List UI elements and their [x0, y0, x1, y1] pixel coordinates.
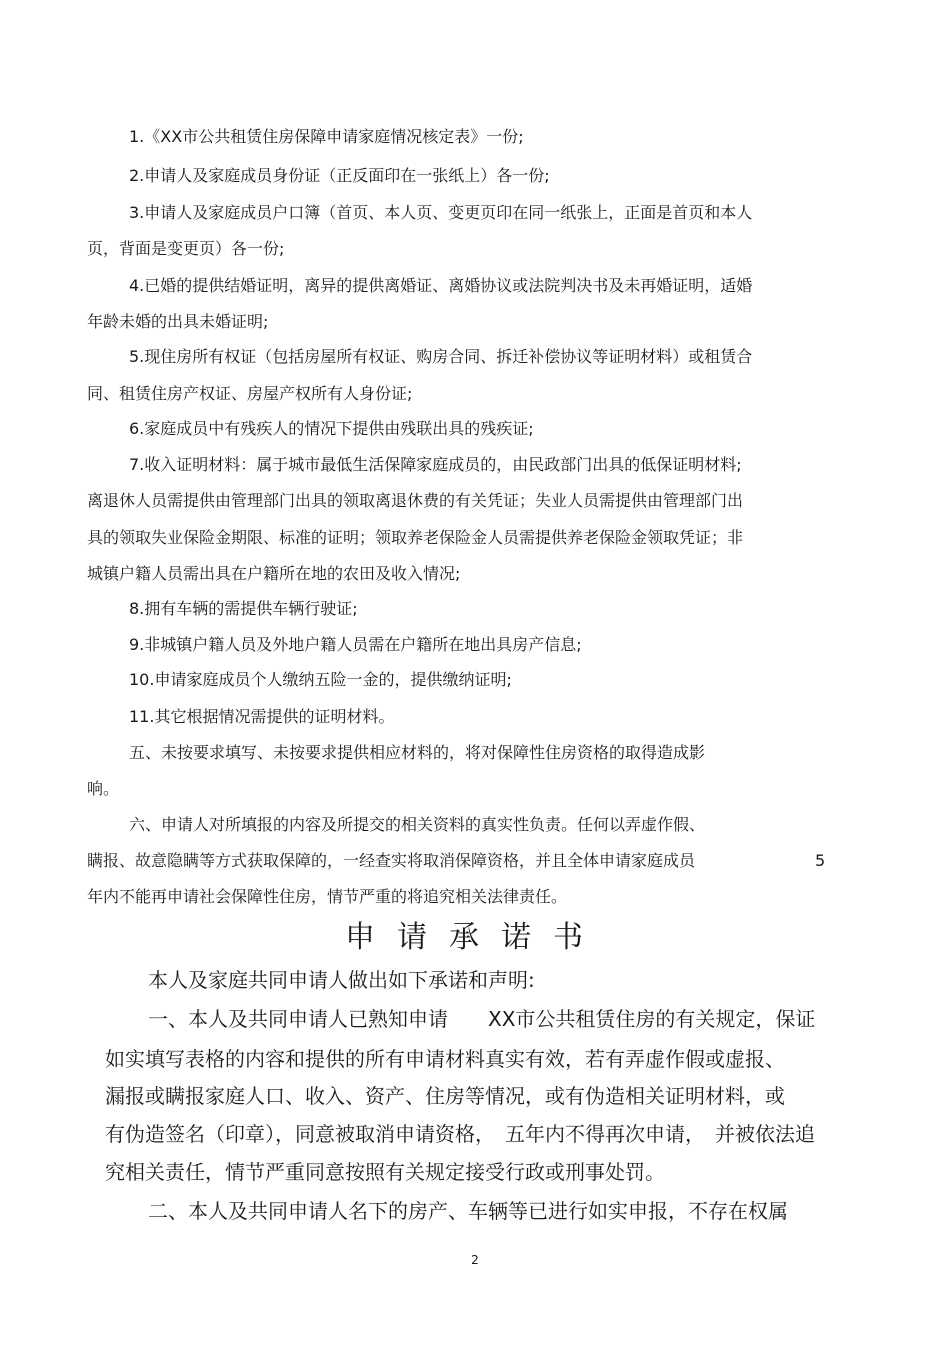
doc-line-10: 7.收入证明材料：属于城市最低生活保障家庭成员的，由民政部门出具的低保证明材料; [129, 455, 742, 474]
doc-line-18: 五、未按要求填写、未按要求提供相应材料的，将对保障性住房资格的取得造成影 [129, 743, 706, 762]
doc-line-21: 瞒报、故意隐瞒等方式获取保障的，一经查实将取消保障资格，并且全体申请家庭成员 [87, 851, 696, 870]
pledge-line-2: 一、本人及共同申请人已熟知申请 XX市公共租赁住房的有关规定，保证 [148, 1007, 816, 1031]
doc-line-17: 11.其它根据情况需提供的证明材料。 [129, 707, 395, 726]
doc-line-15: 9.非城镇户籍人员及外地户籍人员需在户籍所在地出具房产信息; [129, 635, 582, 654]
doc-line-5: 4.已婚的提供结婚证明，离异的提供离婚证、离婚协议或法院判决书及未再婚证明，适婚 [129, 276, 753, 295]
pledge-line-3: 如实填写表格的内容和提供的所有申请材料真实有效，若有弄虚作假或虚报、 [105, 1047, 785, 1071]
doc-line-2: 2.申请人及家庭成员身份证（正反面印在一张纸上）各一份; [129, 166, 550, 185]
doc-line-14: 8.拥有车辆的需提供车辆行驶证; [129, 599, 358, 618]
doc-line-12: 具的领取失业保险金期限、标准的证明；领取养老保险金人员需提供养老保险金领取凭证；非 [87, 528, 744, 547]
doc-line-13: 城镇户籍人员需出具在户籍所在地的农田及收入情况; [87, 564, 461, 583]
pledge-line-6: 究相关责任，情节严重同意按照有关规定接受行政或刑事处罚。 [105, 1160, 665, 1184]
doc-line-19: 响。 [87, 779, 120, 798]
doc-line-1: 1.《XX市公共租赁住房保障申请家庭情况核定表》一份; [129, 127, 524, 146]
pledge-line-5: 有伪造签名（印章），同意被取消申请资格， 五年内不得再次申请， 并被依法追 [105, 1122, 815, 1146]
doc-line-8: 同、租赁住房产权证、房屋产权所有人身份证; [87, 384, 413, 403]
doc-line-16: 10.申请家庭成员个人缴纳五险一金的，提供缴纳证明; [129, 670, 512, 689]
pledge-line-7: 二、本人及共同申请人名下的房产、车辆等已进行如实申报，不存在权属 [148, 1199, 788, 1223]
doc-line-9: 6.家庭成员中有残疾人的情况下提供由残联出具的残疾证; [129, 419, 534, 438]
doc-line-3: 3.申请人及家庭成员户口簿（首页、本人页、变更页印在同一纸张上，正面是首页和本人 [129, 203, 753, 222]
pledge-line-1: 本人及家庭共同申请人做出如下承诺和声明: [148, 968, 535, 992]
doc-line-6: 年龄未婚的出具未婚证明; [87, 312, 269, 331]
pledge-line-4: 漏报或瞒报家庭人口、收入、资产、住房等情况，或有伪造相关证明材料，或 [105, 1084, 785, 1108]
doc-line-11: 离退休人员需提供由管理部门出具的领取离退休费的有关凭证；失业人员需提供由管理部门出 [87, 491, 744, 510]
page-number: 2 [471, 1253, 479, 1267]
doc-number-five: 5 [815, 851, 826, 870]
pledge-title: 申请承诺书 [345, 920, 605, 955]
doc-line-4: 页，背面是变更页）各一份; [87, 239, 285, 258]
doc-line-20: 六、申请人对所填报的内容及所提交的相关资料的真实性负责。任何以弄虚作假、 [129, 815, 706, 834]
doc-line-22: 年内不能再申请社会保障性住房，情节严重的将追究相关法律责任。 [87, 887, 568, 906]
doc-line-7: 5.现住房所有权证（包括房屋所有权证、购房合同、拆迁补偿协议等证明材料）或租赁合 [129, 347, 753, 366]
